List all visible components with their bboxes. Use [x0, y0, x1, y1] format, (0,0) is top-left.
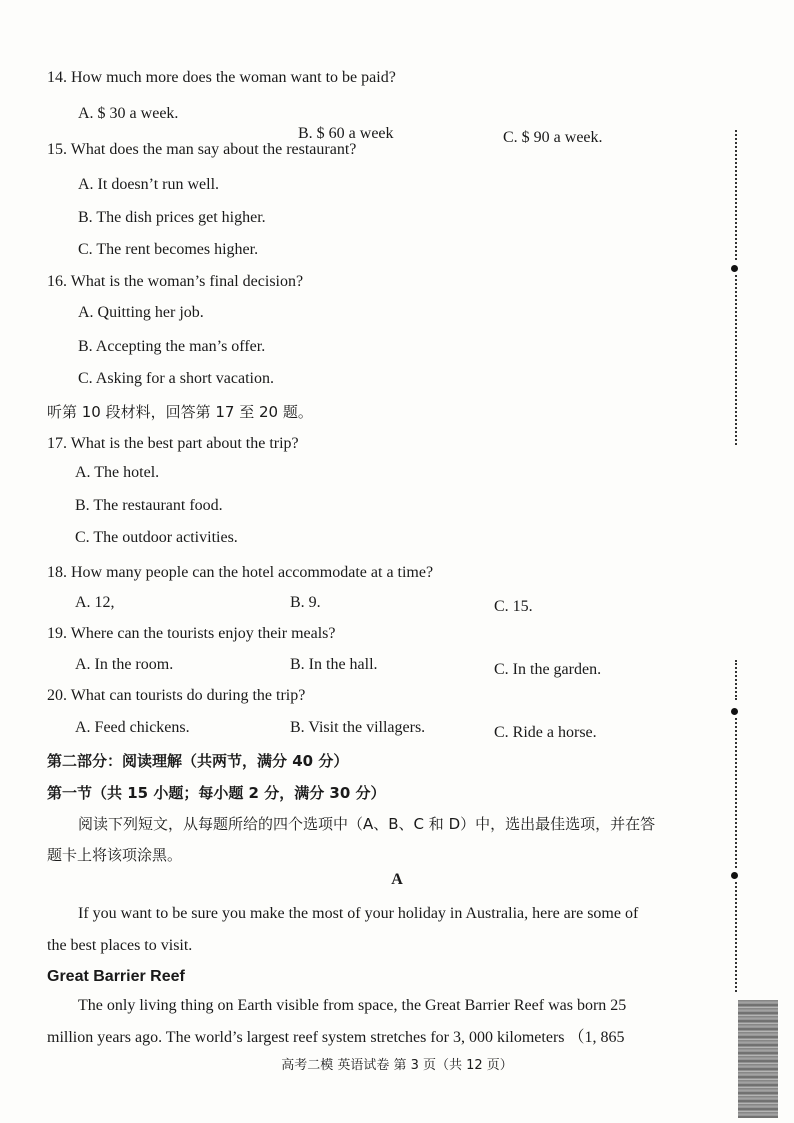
q18-option-a: A. 12, — [75, 594, 115, 611]
q19-option-b: B. In the hall. — [290, 656, 378, 673]
binding-line-bottom — [735, 882, 737, 992]
q18-option-b: B. 9. — [290, 594, 321, 611]
q15-option-b: B. The dish prices get higher. — [78, 209, 266, 226]
part2-title: 第二部分：阅读理解（共两节，满分 40 分） — [47, 752, 349, 770]
q17-option-a: A. The hotel. — [75, 464, 160, 481]
binding-hole-1 — [731, 265, 738, 272]
q14-option-b: B. $ 60 a week — [298, 125, 394, 142]
reading-instruction-line1: 阅读下列短文，从每题所给的四个选项中（A、B、C 和 D）中，选出最佳选项，并在答 — [78, 815, 656, 833]
binding-line-lower — [735, 718, 737, 868]
q18-option-c: C. 15. — [494, 598, 533, 615]
q17-option-c: C. The outdoor activities. — [75, 529, 238, 546]
q16-option-c: C. Asking for a short vacation. — [78, 370, 274, 387]
q18-stem: 18. How many people can the hotel accommodate at a time? — [47, 564, 434, 581]
q15-stem: 15. What does the man say about the restaurant? — [47, 141, 357, 158]
listening-instruction: 听第 10 段材料，回答第 17 至 20 题。 — [47, 403, 313, 421]
binding-line-middle — [735, 660, 737, 700]
page-footer: 高考二模 英语试卷 第 3 页（共 12 页） — [281, 1058, 513, 1073]
q16-option-a: A. Quitting her job. — [78, 304, 204, 321]
section1-title: 第一节（共 15 小题；每小题 2 分，满分 30 分） — [47, 784, 386, 802]
reef-paragraph-line1: The only living thing on Earth visible from space, the Great Barrier Reef was born 25 — [78, 997, 627, 1014]
binding-line-top — [735, 130, 737, 260]
q16-option-b: B. Accepting the man’s offer. — [78, 338, 266, 355]
scanned-binding-edge — [738, 1000, 778, 1118]
q15-option-c: C. The rent becomes higher. — [78, 241, 259, 258]
binding-line-upper — [735, 275, 737, 445]
q14-stem: 14. How much more does the woman want to be paid? — [47, 69, 396, 86]
reading-instruction-line2: 题卡上将该项涂黑。 — [47, 846, 183, 864]
binding-hole-3 — [731, 872, 738, 879]
q19-option-c: C. In the garden. — [494, 661, 602, 678]
q14-option-c: C. $ 90 a week. — [503, 129, 603, 146]
q15-option-a: A. It doesn’t run well. — [78, 176, 220, 193]
q14-option-a: A. $ 30 a week. — [78, 105, 179, 122]
q19-option-a: A. In the room. — [75, 656, 174, 673]
q19-stem: 19. Where can the tourists enjoy their meals? — [47, 625, 336, 642]
binding-hole-2 — [731, 708, 738, 715]
q20-option-a: A. Feed chickens. — [75, 719, 190, 736]
reef-paragraph-line2: million years ago. The world’s largest reef system stretches for 3, 000 kilometers （1, 865 — [47, 1029, 625, 1046]
q20-stem: 20. What can tourists do during the trip? — [47, 687, 306, 704]
q17-option-b: B. The restaurant food. — [75, 497, 223, 514]
q20-option-c: C. Ride a horse. — [494, 724, 597, 741]
passage-intro-line2: the best places to visit. — [47, 937, 193, 954]
q20-option-b: B. Visit the villagers. — [290, 719, 426, 736]
q16-stem: 16. What is the woman’s final decision? — [47, 273, 304, 290]
subheading-great-barrier-reef: Great Barrier Reef — [47, 968, 185, 985]
passage-label: A — [391, 871, 403, 888]
passage-intro-line1: If you want to be sure you make the most of your holiday in Australia, here are some of — [78, 905, 639, 922]
q17-stem: 17. What is the best part about the trip? — [47, 435, 299, 452]
